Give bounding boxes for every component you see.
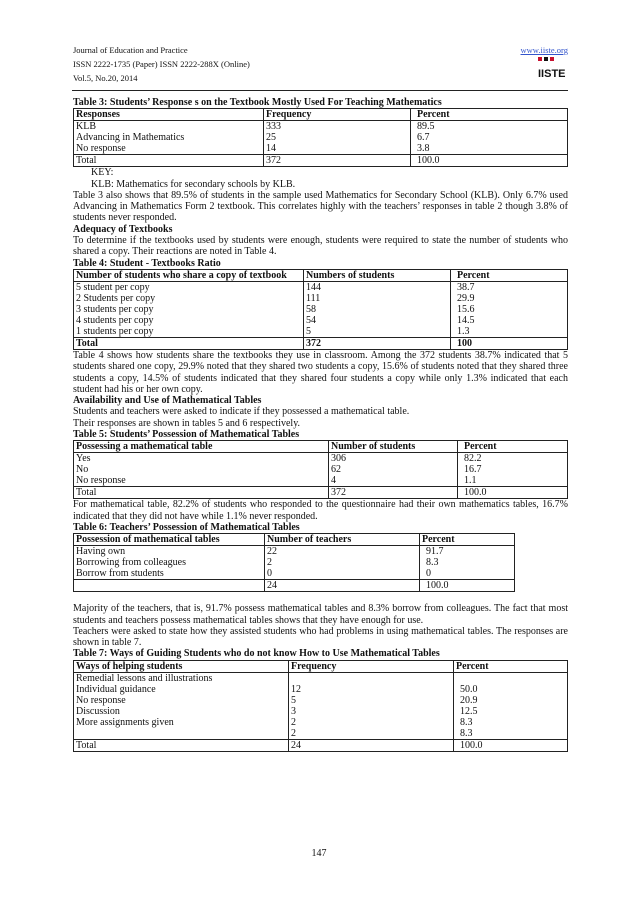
table4-header: Number of students who share a copy of textbook bbox=[74, 269, 304, 281]
paragraph: For mathematical table, 82.2% of students who responded to the questionnaire had their own mathematics tables, 16.7% indicated that they did not have while 1.1% never responded. bbox=[73, 499, 568, 522]
table6-total-cell bbox=[74, 580, 265, 592]
table4-cell: 5 student per copy 2 Students per copy 3 students per copy 4 students per copy 1 students per copy bbox=[74, 281, 304, 337]
table4-header: Percent bbox=[451, 269, 568, 281]
paragraph: Table 3 also shows that 89.5% of students in the sample used Mathematics for Secondary School (KLB). Only 6.7% used Advancing in Mathematics Form 2 textbook. This correlates highly with the teachers’ responses in table 2 though 3.8% of students never responded. bbox=[73, 189, 568, 224]
table6-total-cell: 24 bbox=[265, 580, 420, 592]
table6-cell: Having own Borrowing from colleagues Borrow from students bbox=[74, 546, 265, 580]
paragraph: Table 4 shows how students share the textbooks they use in classroom. Among the 372 students 38.7% indicated that 5 students shared one copy, 29.9% noted that they shared two students a copy, 15.6% of students noted that they shared three students a copy, 14.5% of students indicated that they shared four students a copy while only 1.3% indicated that each student had his or her own copy. bbox=[73, 349, 568, 395]
table5-cell: 82.2 16.7 1.1 bbox=[458, 453, 568, 487]
table6-caption: Table 6: Teachers’ Possession of Mathematical Tables bbox=[73, 521, 300, 533]
key-label: KEY: bbox=[91, 167, 114, 179]
table3-cell: 89.5 6.7 3.8 bbox=[411, 121, 568, 155]
table7-total-cell: Total bbox=[74, 739, 289, 751]
paragraph: Teachers were asked to state how they assisted students who had problems in using mathematical tables. The responses are shown in table 7. bbox=[73, 625, 568, 649]
paragraph: Their responses are shown in tables 5 and 6 respectively. bbox=[73, 417, 301, 429]
table5-cell: Yes No No response bbox=[74, 453, 329, 487]
table7-total-cell: 24 bbox=[289, 739, 454, 751]
table7 bbox=[73, 660, 568, 752]
paragraph: To determine if the textbooks used by students were enough, students were required to state the number of students who shared a copy. Their reactions are noted in Table 4. bbox=[73, 235, 568, 258]
table7-cell: 12 5 3 2 2 bbox=[289, 672, 454, 739]
header-divider bbox=[72, 90, 568, 91]
table5-total-cell: 372 bbox=[329, 487, 458, 499]
table6 bbox=[73, 533, 515, 592]
table7-total-cell: 100.0 bbox=[454, 739, 568, 751]
table4-cell: 38.7 29.9 15.6 14.5 1.3 bbox=[451, 281, 568, 337]
table3-header: Frequency bbox=[264, 109, 411, 121]
table4-total-cell: 100 bbox=[451, 337, 568, 349]
table3 bbox=[73, 108, 568, 167]
table7-header: Percent bbox=[454, 660, 568, 672]
issn-line: ISSN 2222-1735 (Paper) ISSN 2222-288X (Online) bbox=[73, 59, 250, 69]
paragraph: Majority of the teachers, that is, 91.7% possess mathematical tables and 8.3% borrow from colleagues. The fact that most students and teachers possess mathematical tables shows that they have enough for use. bbox=[73, 603, 568, 626]
journal-name: Journal of Education and Practice bbox=[73, 45, 188, 55]
table4 bbox=[73, 269, 568, 350]
table5-total-cell: Total bbox=[74, 487, 329, 499]
journal-url-link[interactable]: www.iiste.org bbox=[520, 45, 568, 55]
table5-total-cell: 100.0 bbox=[458, 487, 568, 499]
table4-cell: 144 111 58 54 5 bbox=[304, 281, 451, 337]
table3-header: Percent bbox=[411, 109, 568, 121]
table3-total-cell: 372 bbox=[264, 155, 411, 167]
table3-caption: Table 3: Students’ Response s on the Textbook Mostly Used For Teaching Mathematics bbox=[73, 97, 442, 108]
page-body bbox=[73, 97, 568, 752]
table4-total-cell: 372 bbox=[304, 337, 451, 349]
table4-total-cell: Total bbox=[74, 337, 304, 349]
table7-caption: Table 7: Ways of Guiding Students who do not know How to Use Mathematical Tables bbox=[73, 648, 440, 660]
table6-header: Percent bbox=[420, 534, 515, 546]
logo-text: IISTE bbox=[538, 68, 566, 80]
table3-total-cell: Total bbox=[74, 155, 264, 167]
table3-cell: KLB Advancing in Mathematics No response bbox=[74, 121, 264, 155]
table6-header: Number of teachers bbox=[265, 534, 420, 546]
table6-header: Possession of mathematical tables bbox=[74, 534, 265, 546]
iiste-logo bbox=[538, 57, 570, 83]
table5-header: Possessing a mathematical table bbox=[74, 441, 329, 453]
section-heading: Availability and Use of Mathematical Tables bbox=[73, 395, 262, 407]
table7-cell: 50.0 20.9 12.5 8.3 8.3 bbox=[454, 672, 568, 739]
table6-total-cell: 100.0 bbox=[420, 580, 515, 592]
table5 bbox=[73, 440, 568, 499]
table7-cell: Remedial lessons and illustrations Individual guidance No response Discussion More assignments given bbox=[74, 672, 289, 739]
table5-cell: 306 62 4 bbox=[329, 453, 458, 487]
table3-total-cell: 100.0 bbox=[411, 155, 568, 167]
table3-header: Responses bbox=[74, 109, 264, 121]
table5-header: Percent bbox=[458, 441, 568, 453]
table5-caption: Table 5: Students’ Possession of Mathematical Tables bbox=[73, 429, 300, 441]
table6-cell: 91.7 8.3 0 bbox=[420, 546, 515, 580]
table4-caption: Table 4: Student - Textbooks Ratio bbox=[73, 257, 221, 269]
table7-header: Frequency bbox=[289, 660, 454, 672]
key-line: KLB: Mathematics for secondary schools by KLB. bbox=[91, 178, 296, 190]
table6-cell: 22 2 0 bbox=[265, 546, 420, 580]
table5-header: Number of students bbox=[329, 441, 458, 453]
page-number: 147 bbox=[311, 848, 327, 859]
table3-cell: 333 25 14 bbox=[264, 121, 411, 155]
paragraph: Students and teachers were asked to indicate if they possessed a mathematical table. bbox=[73, 406, 410, 418]
table4-header: Numbers of students bbox=[304, 269, 451, 281]
table7-header: Ways of helping students bbox=[74, 660, 289, 672]
volume-line: Vol.5, No.20, 2014 bbox=[73, 73, 138, 83]
section-heading: Adequacy of Textbooks bbox=[73, 223, 173, 235]
